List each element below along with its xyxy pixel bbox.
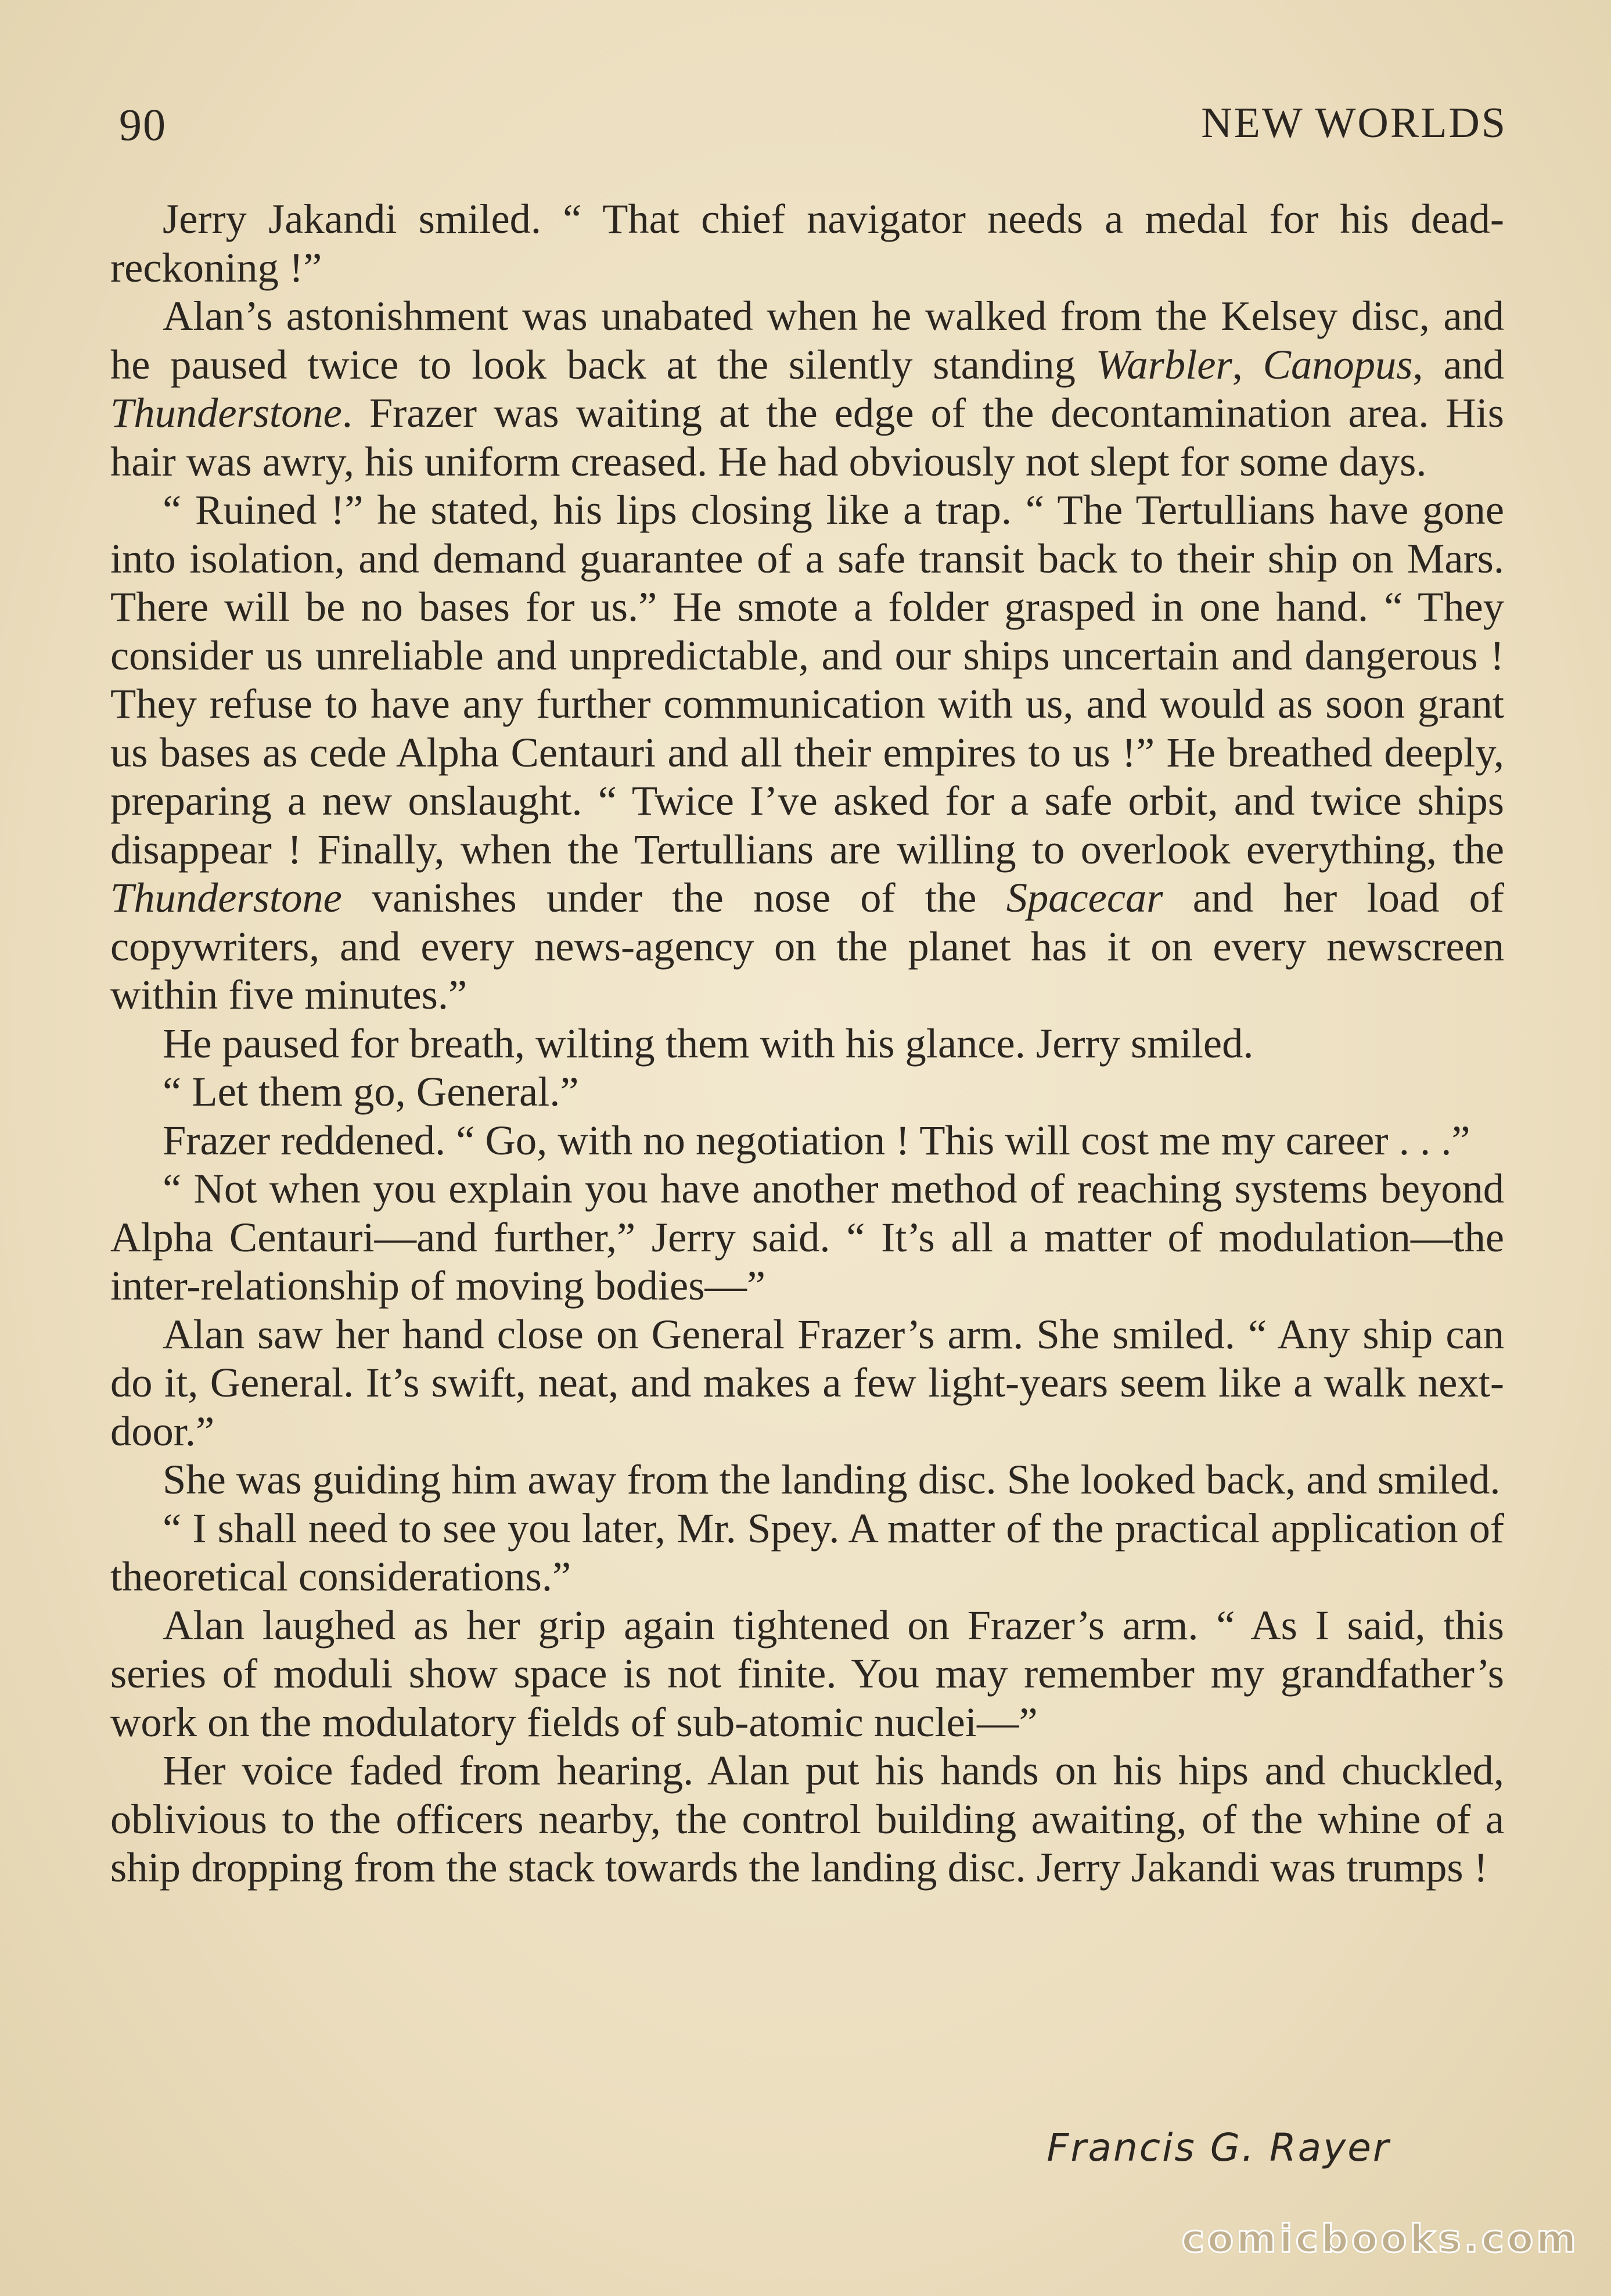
paragraph [110, 292, 1504, 485]
running-head [119, 99, 1507, 163]
paragraph [110, 1019, 1504, 1068]
paragraph [110, 195, 1504, 292]
text-run: “ Not when you explain you have another method of reaching systems beyond Alpha Centauri—and further,” Jerry said. “ It’s all a matter of modulation—the inter-relationship of moving bodies—” [110, 1165, 1504, 1309]
italic-ship-name: Canopus [1263, 340, 1413, 388]
text-run: Her voice faded from hearing. Alan put his hands on his hips and chuckled, oblivious to the officers nearby, the control building awaiting, of the whine of a ship dropping from the stack towards the landing disc. Jerry Jakandi was trumps ! [110, 1747, 1504, 1891]
text-run: Jerry Jakandi smiled. “ That chief navigator needs a medal for his dead-reckoning !” [110, 195, 1504, 291]
site-watermark: comicbooks.com [1181, 2216, 1579, 2261]
text-run: “ Let them go, General.” [163, 1068, 579, 1115]
journal-title: NEW WORLDS [1201, 99, 1507, 147]
text-run: Alan saw her hand close on General Frazer’s arm. She smiled. “ Any ship can do it, General. It’s swift, neat, and makes a few light-years seem like a walk next-door.” [110, 1310, 1504, 1455]
paragraph [110, 1067, 1504, 1116]
text-run: and her load of copywriters, and every news-agency on the planet has it on every newscreen within five minutes.” [110, 874, 1504, 1018]
paragraph [110, 1455, 1504, 1504]
text-run: Alan laughed as her grip again tightened on Frazer’s arm. “ As I said, this series of moduli show space is not finite. You may remember my grandfather’s work on the modulatory fields of sub-atomic nuclei—” [110, 1601, 1504, 1746]
story-body-text [110, 195, 1504, 1892]
text-run: Alan’s astonishment was unabated when he walked from the Kelsey disc, and he paused twice to look back at the silently standing [110, 292, 1504, 388]
paragraph [110, 1601, 1504, 1747]
italic-ship-name: Thunderstone [110, 389, 342, 436]
text-run: , and [1412, 340, 1505, 388]
italic-ship-name: Warbler [1095, 340, 1232, 388]
italic-ship-name: Thunderstone [110, 874, 342, 921]
text-run: vanishes under the nose of the [341, 874, 1006, 921]
paragraph [110, 485, 1504, 1019]
paragraph [110, 1504, 1504, 1601]
paragraph [110, 1116, 1504, 1165]
page-number: 90 [119, 99, 167, 150]
text-run: She was guiding him away from the landing disc. She looked back, and smiled. [163, 1456, 1501, 1503]
text-run: “ Ruined !” he stated, his lips closing like a trap. “ The Tertullians have gone into isolation, and demand guarantee of a safe transit back to their ship on Mars. There will be no bases for us.” He smote a folder grasped in one hand. “ They consider us unreliable and unpredictable, and our ships uncertain and dangerous ! They refuse to have any further communication with us, and would as soon grant us bases as cede Alpha Centauri and all their empires to us !” He breathed deeply, preparing a new onslaught. “ Twice I’ve asked for a safe orbit, and twice ships disappear ! Finally, when the Tertullians are willing to overlook everything, the [110, 486, 1504, 873]
italic-ship-name: Spacecar [1006, 874, 1163, 921]
paragraph [110, 1164, 1504, 1310]
paragraph [110, 1746, 1504, 1892]
text-run: . Frazer was waiting at the edge of the decontamination area. His hair was awry, his uniform creased. He had obviously not slept for some days. [110, 389, 1504, 485]
paragraph [110, 1310, 1504, 1456]
text-run: Frazer reddened. “ Go, with no negotiation ! This will cost me my career . . .” [163, 1116, 1470, 1164]
author-signature: Francis G. Rayer [1047, 2125, 1390, 2170]
text-run: “ I shall need to see you later, Mr. Spey. A matter of the practical application of theoretical considerations.” [110, 1504, 1504, 1600]
text-run: , [1232, 340, 1263, 388]
text-run: He paused for breath, wilting them with his glance. Jerry smiled. [163, 1019, 1254, 1067]
